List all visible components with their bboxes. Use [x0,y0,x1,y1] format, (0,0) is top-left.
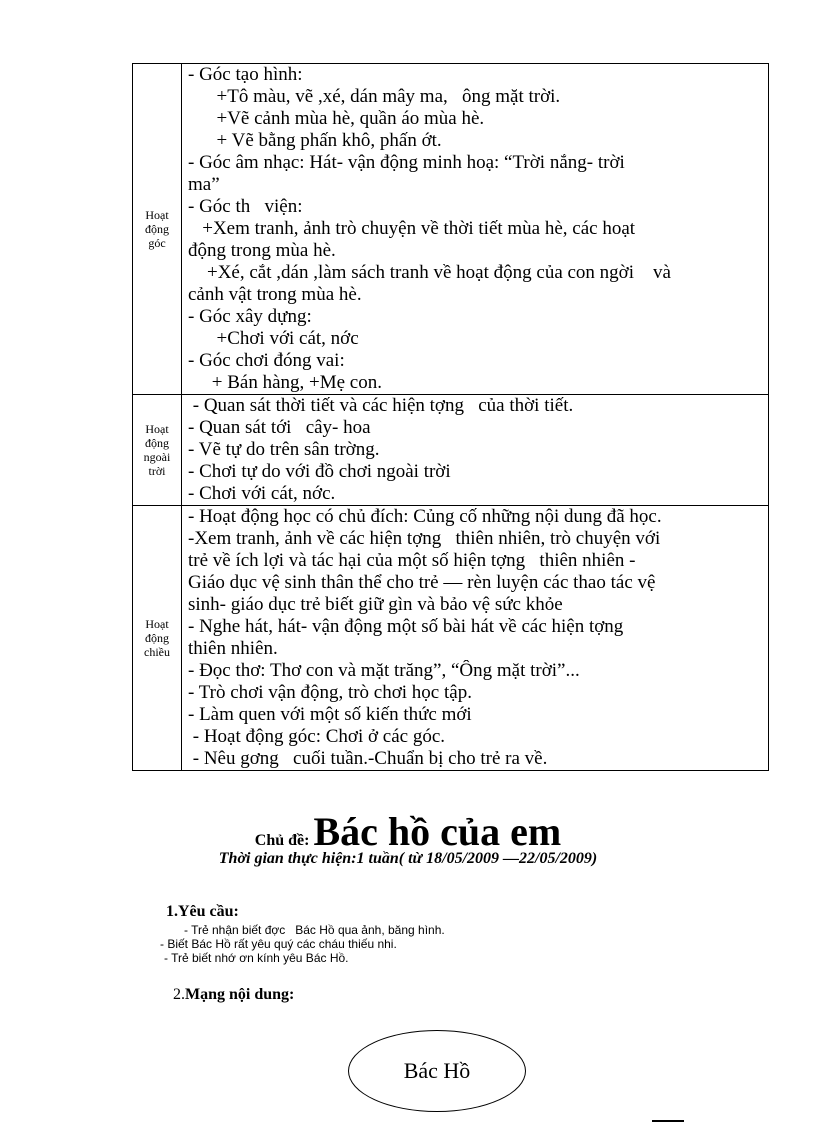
table-row-outdoor-activities [133,395,769,506]
content-line: - Nêu gơng cuối tuần.-Chuẩn bị cho trẻ ra về. [188,748,548,769]
content-line: - Quan sát thời tiết và các hiện tợng của thời tiết. [188,395,574,416]
row-label-line: động [145,631,169,645]
content-line: thiên nhiên. [188,638,278,659]
content-line: - Quan sát tới cây- hoa [188,417,371,438]
content-line: ma” [188,174,220,195]
content-line: trẻ về ích lợi và tác hại của một số hiện tợng thiên nhiên - [188,550,636,571]
row-label-line: Hoạt [145,617,169,631]
content-line: - Chơi tự do với đồ chơi ngoài trời [188,461,451,482]
theme-duration: Thời gian thực hiện:1 tuần( từ 18/05/2009 —22/05/2009) [218,850,598,867]
content-line: +Xé, cắt ,dán ,làm sách tranh về hoạt động của con ngời và [188,262,671,283]
content-line: sinh- giáo dục trẻ biết giữ gìn và bảo vệ sức khỏe [188,594,563,615]
row-label-cell [133,64,182,395]
row-content-cell [182,506,769,771]
activity-table [132,63,769,771]
content-line: - Hoạt động góc: Chơi ở các góc. [188,726,446,747]
table-row-corner-activities [133,64,769,395]
theme-title: Bác hồ của em [313,809,562,854]
row-label-line: Hoạt [145,208,169,222]
content-line: - Góc chơi đóng vai: [188,350,345,371]
row-label-cell [133,395,182,506]
requirement-item: - Biết Bác Hồ rất yêu quý các cháu thiếu nhi. [160,937,397,951]
content-line: +Chơi với cát, nớc [188,328,359,349]
network-heading-number: 2. [173,986,185,1003]
network-heading-text: Mạng nội dung: [185,986,295,1003]
content-line: động trong mùa hè. [188,240,336,261]
requirement-item: - Trẻ biết nhớ ơn kính yêu Bác Hồ. [164,951,349,965]
requirement-item: - Trẻ nhận biết đợc Bác Hồ qua ảnh, băng hình. [184,923,445,937]
content-network-heading [173,986,294,1004]
content-line: cảnh vật trong mùa hè. [188,284,362,305]
content-line: - Góc âm nhạc: Hát- vận động minh hoạ: “Trời nắng- trời [188,152,625,173]
row-label-line: động [145,436,169,450]
table-row-afternoon-activities [133,506,769,771]
content-line: - Trò chơi vận động, trò chơi học tập. [188,682,472,703]
content-line: - Góc tạo hình: [188,64,303,85]
row-label-line: ngoài [143,450,171,464]
content-line: + Vẽ bằng phấn khô, phấn ớt. [188,130,442,151]
content-line: - Vẽ tự do trên sân trờng. [188,439,380,460]
content-line: - Nghe hát, hát- vận động một số bài hát về các hiện tợng [188,616,624,637]
content-line: + Bán hàng, +Mẹ con. [188,372,382,393]
row-label-line: góc [148,236,166,250]
content-line: - Chơi với cát, nớc. [188,483,336,504]
row-content-cell [182,64,769,395]
row-label-line: trời [148,464,166,478]
content-line: +Tô màu, vẽ ,xé, dán mây ma, ông mặt trời. [188,86,561,107]
content-line: Giáo dục vệ sinh thân thể cho trẻ — rèn luyện các thao tác vệ [188,572,656,593]
connector-line [652,1120,684,1122]
theme-prefix: Chủ đề: [254,832,314,849]
content-line: +Vẽ cảnh mùa hè, quần áo mùa hè. [188,108,485,129]
content-line: - Hoạt động học có chủ đích: Củng cố những nội dung đã học. [188,506,662,527]
row-label-line: động [145,222,169,236]
content-line: +Xem tranh, ảnh trò chuyện về thời tiết mùa hè, các hoạt [188,218,636,239]
theme-heading [0,808,816,855]
network-center-label: Bác Hồ [403,1058,471,1083]
row-label-line: Hoạt [145,422,169,436]
content-line: - Góc th viện: [188,196,303,217]
row-content-cell [182,395,769,506]
row-label-line: chiều [144,645,170,659]
content-line: - Làm quen với một số kiến thức mới [188,704,472,725]
row-label-cell [133,506,182,771]
content-line: - Đọc thơ: Thơ con và mặt trăng”, “Ông mặt trời”... [188,660,580,681]
network-center-node [348,1030,526,1112]
content-line: -Xem tranh, ảnh về các hiện tợng thiên nhiên, trò chuyện với [188,528,661,549]
content-line: - Góc xây dựng: [188,306,312,327]
requirements-heading: 1.Yêu cầu: [166,903,239,920]
